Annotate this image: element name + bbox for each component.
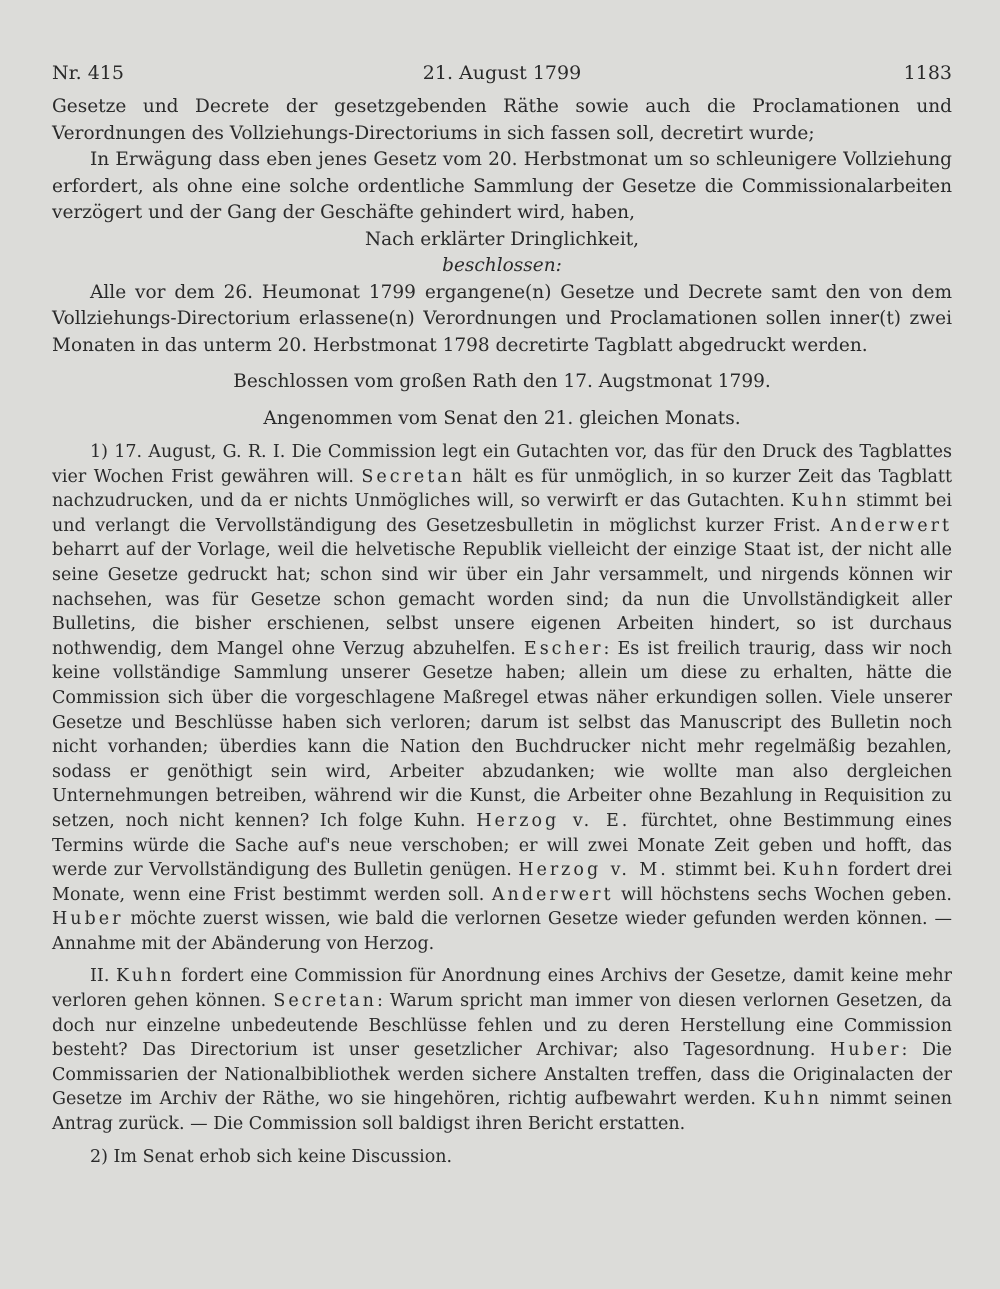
footnote-text: beharrt auf der Vorlage, weil die helvetische Republik vielleicht der einzige Staat ist, der nicht alle seine Gesetze gedruckt hat; schon sind wir über ein Jahr versammelt, und nirgends können wir nachsehen, was für Gesetze schon gemacht worden sind; da nun die Unvollständigkeit aller Bulletins, die bisher erschienen, selbst unsere eigenen Arbeiten hindert, so ist durchaus nothwendig, dem Mangel ohne Verzug abzuhelfen.: [52, 540, 952, 659]
speaker-name: Escher: [523, 638, 604, 659]
footnote-text: II.: [90, 966, 117, 987]
footnotes: [52, 440, 952, 1169]
speaker-name: Huber: [830, 1040, 902, 1061]
footnote-text: stimmt bei.: [668, 860, 783, 881]
page-number: 1183: [903, 62, 952, 84]
speaker-name: Kuhn: [782, 860, 842, 881]
footnote-text: möchte zuerst wissen, wie bald die verlornen Gesetze wieder gefunden werden können. — Annahme mit der Abänderung von Herzog.: [52, 909, 952, 954]
speaker-name: Herzog v. M.: [518, 860, 669, 881]
footnote-1: [52, 440, 952, 956]
speaker-name: Secretan: [273, 991, 377, 1012]
footnote-text: nimmt seinen Antrag zurück. — Die Commission soll baldigst ihren Bericht erstatten.: [52, 1089, 953, 1135]
footnote-text: hält es für unmöglich, in so kurzer Zeit das Tagblatt nachzudrucken, und da er nichts Unmögliches will, so verwirft er das Gutachten.: [52, 466, 952, 512]
speaker-name: Secretan: [361, 466, 465, 487]
speaker-name: Kuhn: [116, 966, 175, 987]
main-text: [52, 94, 952, 432]
footnote-text: will höchstens sechs Wochen geben.: [613, 884, 952, 905]
speaker-name: Anderwert: [491, 884, 614, 905]
footnote-text: fordert drei Monate, wenn eine Frist bestimmt werden soll.: [52, 860, 952, 905]
adoption-council: Beschlossen vom großen Rath den 17. Augstmonat 1799.: [233, 371, 771, 392]
footnote-1-part-2: [52, 964, 952, 1136]
footnote-text: : Warum spricht man immer von diesen verlornen Gesetzen, da doch nur einzelne unbedeutende Beschlüsse fehlen und zu deren Herstellung eine Commission besteht? Das Directorium ist unser gesetzlicher Archivar; also Tagesordnung.: [52, 991, 952, 1061]
running-header: [52, 62, 952, 94]
urgency-line: Nach erklärter Dringlichkeit,: [364, 228, 640, 250]
footnote-text: : Es ist freilich traurig, dass wir noch keine vollständige Sammlung unserer Gesetze haben; allein um diese zu erhalten, hätte die Commission sich über die vorgeschlagene Maßregel etwas näher erkundigen sollen. Viele unserer Gesetze und Beschlüsse haben sich verloren; darum ist selbst das Manuscript des Bulletin noch nicht vorhanden; überdies kann die Nation den Buchdrucker nicht mehr regelmäßig bezahlen, sodass er genöthigt sein wird, Arbeiter abzudanken; wie wollte man also dergleichen Unternehmungen betreiben, während wir die Kunst, die Arbeiter ohne Bezahlung in Requisition zu setzen, noch nicht kennen? Ich folge Kuhn.: [52, 638, 952, 831]
resolved-heading: beschlossen:: [442, 255, 562, 276]
speaker-name: Herzog v. E.: [476, 810, 631, 831]
speaker-name: Kuhn: [763, 1089, 822, 1110]
paragraph-continuation: Gesetze und Decrete der gesetzgebenden Räthe sowie auch die Proclamationen und Verordnungen des Vollziehungs-Directoriums in sich fassen soll, decretirt wurde;: [52, 96, 952, 144]
resolution-text: Alle vor dem 26. Heumonat 1799 ergangene(n) Gesetze und Decrete samt den von dem Vollziehungs-Directorium erlassene(n) Verordnungen und Proclamationen sollen inner(t) zwei Monaten in das unterm 20. Herbstmonat 1798 decretirte Tagblatt abgedruckt werden.: [52, 281, 952, 356]
footnote-text: fordert eine Commission für Anordnung eines Archivs der Gesetze, damit keine mehr verloren gehen können.: [52, 966, 953, 1012]
speaker-name: Kuhn: [791, 491, 850, 512]
adoption-senate: Angenommen vom Senat den 21. gleichen Monats.: [263, 407, 741, 429]
paragraph-considering: In Erwägung dass eben jenes Gesetz vom 20. Herbstmonat um so schleunigere Vollziehung erfordert, als ohne eine solche ordentliche Sammlung der Gesetze die Commissionalarbeiten verzögert und der Gang der Geschäfte gehindert wird, haben,: [52, 149, 952, 223]
footnote-text: 1) 17. August, G. R. I. Die Commission legt ein Gutachten vor, das für den Druck des Tagblattes vier Wochen Frist gewähren will.: [52, 442, 952, 487]
document-number: Nr. 415: [52, 62, 124, 84]
footnote-text: fürchtet, ohne Bestimmung eines Termins würde die Sache auf's neue verschoben; er will zwei Monate Zeit geben und hofft, das werde zur Vervollständigung des Bulletin genügen.: [52, 810, 952, 881]
footnote-text: stimmt bei und verlangt die Vervollständigung des Gesetzesbulletin in möglichst kurzer Frist.: [52, 491, 952, 536]
speaker-name: Anderwert: [830, 515, 952, 536]
speaker-name: Huber: [52, 909, 124, 930]
document-date: 21. August 1799: [422, 62, 582, 84]
footnote-2: 2) Im Senat erhob sich keine Discussion.: [90, 1146, 453, 1167]
footnote-text: : Die Commissarien der Nationalbibliothek werden sichere Anstalten treffen, dass die Originalacten der Gesetze im Archiv der Räthe, wo sie hingehören, richtig aufbewahrt werden.: [52, 1040, 952, 1110]
